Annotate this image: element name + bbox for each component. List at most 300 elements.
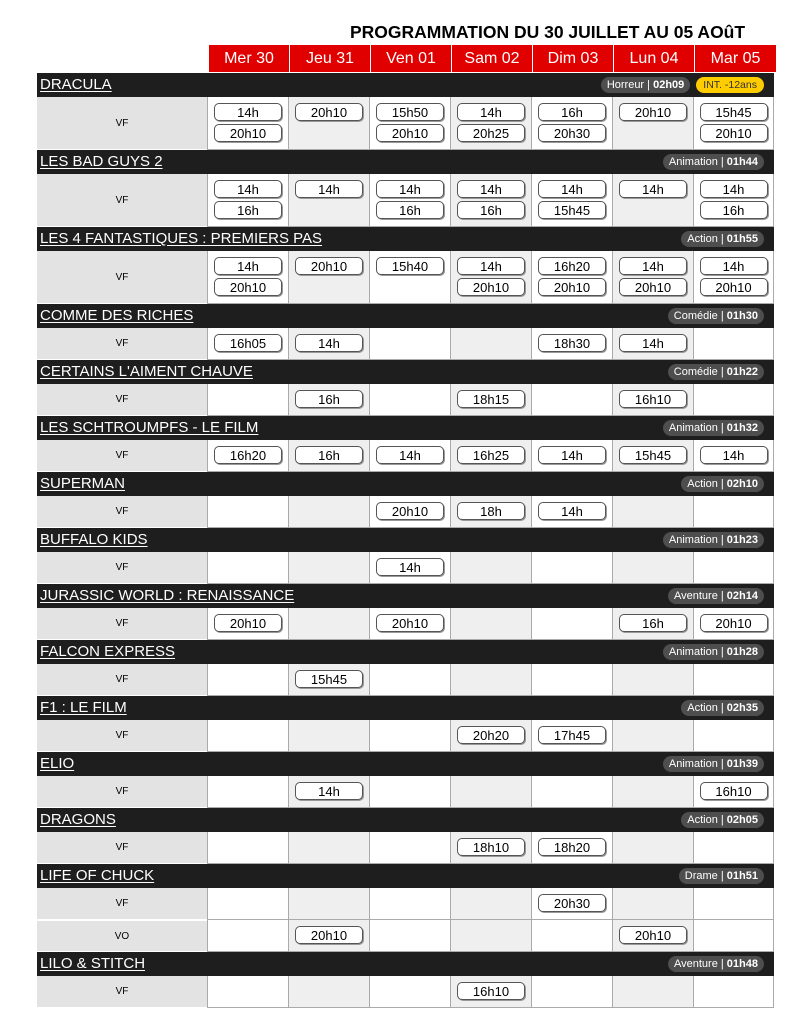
genre-label: Animation xyxy=(668,422,718,434)
showtime-cell xyxy=(207,384,288,416)
showtime-cell xyxy=(207,664,288,696)
showtime-button[interactable]: 20h30 xyxy=(538,124,606,142)
showtime-row xyxy=(37,328,774,360)
film-header xyxy=(37,808,774,832)
showtime-row xyxy=(37,174,774,227)
showtime-cell xyxy=(288,496,369,528)
film-info xyxy=(681,231,764,247)
showtime-cell xyxy=(369,832,450,864)
showtime-row xyxy=(37,720,774,752)
showtime-cell xyxy=(288,888,369,920)
showtime-cell xyxy=(531,832,612,864)
showtime-cell xyxy=(450,664,531,696)
showtime-cell xyxy=(450,608,531,640)
showtime-cell xyxy=(369,440,450,472)
film-header xyxy=(37,640,774,664)
duration-label: 01h28 xyxy=(726,646,758,658)
version-label: VF xyxy=(37,174,207,227)
showtime-cell xyxy=(450,328,531,360)
version-label: VF xyxy=(37,552,207,584)
showtime-button[interactable]: 20h10 xyxy=(700,614,768,632)
version-label: VF xyxy=(37,608,207,640)
showtime-cell xyxy=(531,97,612,150)
showtime-button[interactable]: 14h xyxy=(457,180,525,198)
day-header-cell: Dim 03 xyxy=(533,45,614,72)
showtime-cell xyxy=(531,976,612,1008)
showtime-cell xyxy=(693,552,774,584)
film-header xyxy=(37,304,774,328)
showtime-cell xyxy=(450,888,531,920)
version-label: VF xyxy=(37,888,207,920)
showtime-button[interactable]: 20h10 xyxy=(700,278,768,296)
film-header xyxy=(37,416,774,440)
showtime-cell xyxy=(369,920,450,952)
film-title-link[interactable]: FALCON EXPRESS xyxy=(40,643,176,660)
showtime-button[interactable]: 15h45 xyxy=(619,446,687,464)
showtime-cell xyxy=(288,920,369,952)
showtime-button[interactable]: 14h xyxy=(295,782,363,800)
showtime-cell xyxy=(693,920,774,952)
showtime-row xyxy=(37,608,774,640)
film-info xyxy=(663,756,764,772)
version-label: VF xyxy=(37,251,207,304)
showtime-cell xyxy=(288,776,369,808)
showtime-cell xyxy=(612,720,693,752)
showtime-cell xyxy=(612,552,693,584)
showtime-cell xyxy=(612,440,693,472)
film-header xyxy=(37,227,774,251)
day-header-cell: Sam 02 xyxy=(452,45,533,72)
showtime-cell xyxy=(369,888,450,920)
duration-label: 01h23 xyxy=(726,534,758,546)
showtime-row xyxy=(37,97,774,150)
genre-label: Comédie xyxy=(673,310,718,322)
film-info xyxy=(663,644,764,660)
showtime-cell xyxy=(207,174,288,227)
showtime-cell xyxy=(531,720,612,752)
showtime-button[interactable]: 14h xyxy=(457,103,525,121)
showtime-cell xyxy=(207,251,288,304)
showtime-cell xyxy=(531,440,612,472)
genre-label: Comédie xyxy=(673,366,718,378)
genre-badge: Action | 02h35 xyxy=(681,700,764,716)
showtime-cell xyxy=(288,552,369,584)
showtime-cell xyxy=(450,496,531,528)
film-header xyxy=(37,752,774,776)
genre-badge: Animation | 01h23 xyxy=(663,532,764,548)
film-header xyxy=(37,150,774,174)
showtime-button[interactable]: 16h25 xyxy=(457,446,525,464)
showtime-cell xyxy=(531,608,612,640)
showtime-button[interactable]: 20h10 xyxy=(619,103,687,121)
showtime-button[interactable]: 16h xyxy=(214,201,282,219)
showtime-cell xyxy=(369,384,450,416)
showtime-cell xyxy=(612,776,693,808)
showtime-cell xyxy=(288,832,369,864)
showtime-cell xyxy=(531,384,612,416)
showtime-cell xyxy=(531,888,612,920)
duration-label: 02h05 xyxy=(726,814,758,826)
showtime-button[interactable]: 20h10 xyxy=(295,926,363,944)
film-title-link[interactable]: DRAGONS xyxy=(40,811,116,828)
showtime-cell xyxy=(693,832,774,864)
showtime-row xyxy=(37,496,774,528)
showtime-cell xyxy=(288,97,369,150)
showtime-button[interactable]: 20h10 xyxy=(457,278,525,296)
showtime-button[interactable]: 14h xyxy=(538,180,606,198)
showtime-button[interactable]: 20h10 xyxy=(214,614,282,632)
showtime-cell xyxy=(693,174,774,227)
showtime-cell xyxy=(531,776,612,808)
showtime-cell xyxy=(207,328,288,360)
version-label: VF xyxy=(37,976,207,1008)
genre-badge: Action | 01h55 xyxy=(681,231,764,247)
version-label: VF xyxy=(37,832,207,864)
film-title-link[interactable]: LES BAD GUYS 2 xyxy=(40,153,163,170)
film-title-link[interactable]: JURASSIC WORLD : RENAISSANCE xyxy=(40,587,295,604)
showtime-cell xyxy=(612,664,693,696)
showtime-cell xyxy=(369,976,450,1008)
showtime-button[interactable]: 14h xyxy=(619,334,687,352)
film-title-link[interactable]: LILO & STITCH xyxy=(40,955,146,972)
showtime-row xyxy=(37,251,774,304)
showtime-button[interactable]: 16h10 xyxy=(619,390,687,408)
genre-badge: Horreur | 02h09 xyxy=(601,77,690,93)
showtime-button[interactable]: 14h xyxy=(700,180,768,198)
showtime-cell xyxy=(450,174,531,227)
showtime-button[interactable]: 16h10 xyxy=(700,782,768,800)
showtime-button[interactable]: 20h10 xyxy=(376,502,444,520)
showtime-cell xyxy=(207,920,288,952)
showtime-cell xyxy=(207,97,288,150)
showtime-button[interactable]: 14h xyxy=(376,558,444,576)
showtime-cell xyxy=(288,384,369,416)
duration-label: 02h10 xyxy=(726,478,758,490)
showtime-cell xyxy=(207,608,288,640)
showtime-cell xyxy=(450,720,531,752)
showtime-cell xyxy=(693,720,774,752)
version-label: VF xyxy=(37,720,207,752)
showtime-cell xyxy=(450,440,531,472)
film-header xyxy=(37,696,774,720)
showtime-button[interactable]: 14h xyxy=(700,446,768,464)
showtime-button[interactable]: 14h xyxy=(619,257,687,275)
showtime-button[interactable]: 14h xyxy=(214,180,282,198)
film-info xyxy=(681,700,764,716)
showtime-button[interactable]: 14h xyxy=(538,446,606,464)
showtime-row xyxy=(37,888,774,920)
showtime-button[interactable]: 20h10 xyxy=(376,124,444,142)
showtime-cell xyxy=(288,440,369,472)
film-title-link[interactable]: SUPERMAN xyxy=(40,475,126,492)
showtime-cell xyxy=(612,174,693,227)
age-rating-badge: INT. -12ans xyxy=(696,77,764,93)
showtime-button[interactable]: 20h10 xyxy=(295,257,363,275)
showtime-cell xyxy=(531,664,612,696)
showtime-button[interactable]: 14h xyxy=(376,446,444,464)
showtime-row xyxy=(37,552,774,584)
showtime-cell xyxy=(693,251,774,304)
showtime-cell xyxy=(450,776,531,808)
showtime-button[interactable]: 15h45 xyxy=(700,103,768,121)
genre-label: Aventure xyxy=(673,958,718,970)
showtime-button[interactable]: 16h xyxy=(700,201,768,219)
showtime-button[interactable]: 16h xyxy=(619,614,687,632)
showtime-cell xyxy=(693,440,774,472)
showtime-cell xyxy=(450,976,531,1008)
genre-badge: Animation | 01h32 xyxy=(663,420,764,436)
duration-label: 01h44 xyxy=(726,156,758,168)
showtime-cell xyxy=(612,97,693,150)
genre-badge: Comédie | 01h30 xyxy=(668,308,764,324)
showtime-button[interactable]: 15h40 xyxy=(376,257,444,275)
version-label: VF xyxy=(37,440,207,472)
genre-label: Animation xyxy=(668,758,718,770)
showtime-cell xyxy=(288,251,369,304)
showtime-button[interactable]: 16h20 xyxy=(538,257,606,275)
duration-label: 01h55 xyxy=(726,233,758,245)
showtime-button[interactable]: 16h xyxy=(376,201,444,219)
duration-label: 01h30 xyxy=(726,310,758,322)
showtime-cell xyxy=(369,496,450,528)
showtime-cell xyxy=(207,776,288,808)
showtime-cell xyxy=(693,776,774,808)
film-title-link[interactable]: ELIO xyxy=(40,755,75,772)
film-title-link[interactable]: F1 : LE FILM xyxy=(40,699,127,716)
showtime-button[interactable]: 20h10 xyxy=(376,614,444,632)
showtime-cell xyxy=(612,976,693,1008)
showtime-button[interactable]: 16h xyxy=(457,201,525,219)
version-label: VF xyxy=(37,664,207,696)
genre-label: Horreur xyxy=(606,79,645,91)
duration-label: 01h32 xyxy=(726,422,758,434)
showtime-cell xyxy=(450,552,531,584)
showtime-cell xyxy=(288,328,369,360)
showtime-button[interactable]: 20h20 xyxy=(457,726,525,744)
film-title-link[interactable]: LES SCHTROUMPFS - LE FILM xyxy=(40,419,259,436)
showtime-cell xyxy=(612,608,693,640)
genre-label: Animation xyxy=(668,646,718,658)
showtime-cell xyxy=(450,832,531,864)
genre-label: Animation xyxy=(668,534,718,546)
film-info xyxy=(663,420,764,436)
showtime-cell xyxy=(612,384,693,416)
showtime-row xyxy=(37,440,774,472)
film-title-link[interactable]: CERTAINS L'AIMENT CHAUVE xyxy=(40,363,253,380)
showtime-cell xyxy=(288,720,369,752)
showtime-cell xyxy=(531,496,612,528)
showtime-cell xyxy=(612,920,693,952)
showtime-cell xyxy=(693,608,774,640)
genre-badge: Animation | 01h39 xyxy=(663,756,764,772)
showtime-button[interactable]: 16h10 xyxy=(457,982,525,1000)
film-header xyxy=(37,360,774,384)
showtime-button[interactable]: 16h05 xyxy=(214,334,282,352)
showtime-button[interactable]: 16h20 xyxy=(214,446,282,464)
genre-label: Animation xyxy=(668,156,718,168)
showtime-cell xyxy=(612,251,693,304)
showtime-button[interactable]: 20h30 xyxy=(538,894,606,912)
showtime-cell xyxy=(207,976,288,1008)
showtime-cell xyxy=(693,976,774,1008)
showtime-cell xyxy=(369,174,450,227)
showtime-button[interactable]: 14h xyxy=(457,257,525,275)
film-info xyxy=(663,532,764,548)
showtime-cell xyxy=(693,97,774,150)
showtime-cell xyxy=(369,608,450,640)
film-info xyxy=(681,812,764,828)
showtime-cell xyxy=(531,251,612,304)
showtime-button[interactable]: 18h15 xyxy=(457,390,525,408)
showtime-button[interactable]: 20h10 xyxy=(214,124,282,142)
genre-badge: Comédie | 01h22 xyxy=(668,364,764,380)
film-title-link[interactable]: COMME DES RICHES xyxy=(40,307,194,324)
film-title-link[interactable]: LES 4 FANTASTIQUES : PREMIERS PAS xyxy=(40,230,323,247)
film-info xyxy=(668,308,764,324)
showtime-button[interactable]: 20h10 xyxy=(619,926,687,944)
film-info xyxy=(663,154,764,170)
film-info xyxy=(668,364,764,380)
day-header-cell: Lun 04 xyxy=(614,45,695,72)
film-header xyxy=(37,864,774,888)
genre-badge: Drame | 01h51 xyxy=(679,868,764,884)
showtime-cell xyxy=(207,888,288,920)
showtime-cell xyxy=(369,776,450,808)
genre-label: Action xyxy=(687,702,718,714)
duration-label: 02h35 xyxy=(726,702,758,714)
schedule-table xyxy=(37,73,774,1008)
showtime-button[interactable]: 15h45 xyxy=(538,201,606,219)
showtime-row xyxy=(37,384,774,416)
duration-label: 01h48 xyxy=(726,958,758,970)
showtime-cell xyxy=(450,97,531,150)
genre-badge: Aventure | 01h48 xyxy=(668,956,764,972)
genre-badge: Action | 02h10 xyxy=(681,476,764,492)
film-title-link[interactable]: DRACULA xyxy=(40,76,112,93)
showtime-cell xyxy=(612,888,693,920)
showtime-cell xyxy=(207,552,288,584)
film-header xyxy=(37,472,774,496)
day-header-cell: Jeu 31 xyxy=(290,45,371,72)
film-info xyxy=(601,77,764,93)
page-title: PROGRAMMATION DU 30 JUILLET AU 05 AOûT xyxy=(350,22,746,42)
showtime-cell xyxy=(288,664,369,696)
showtime-row xyxy=(37,976,774,1008)
genre-label: Action xyxy=(687,478,718,490)
showtime-button[interactable]: 18h30 xyxy=(538,334,606,352)
showtime-cell xyxy=(612,496,693,528)
film-title-link[interactable]: LIFE OF CHUCK xyxy=(40,867,155,884)
showtime-cell xyxy=(369,328,450,360)
showtime-button[interactable]: 14h xyxy=(295,334,363,352)
version-label: VO xyxy=(37,920,207,952)
showtime-button[interactable]: 17h45 xyxy=(538,726,606,744)
showtime-cell xyxy=(693,384,774,416)
showtime-button[interactable]: 20h10 xyxy=(538,278,606,296)
film-info xyxy=(679,868,764,884)
showtime-row xyxy=(37,832,774,864)
film-header xyxy=(37,73,774,97)
showtime-cell xyxy=(369,720,450,752)
version-label: VF xyxy=(37,384,207,416)
showtime-cell xyxy=(450,384,531,416)
showtime-button[interactable]: 20h10 xyxy=(700,124,768,142)
genre-badge: Animation | 01h44 xyxy=(663,154,764,170)
duration-label: 02h09 xyxy=(653,79,685,91)
showtime-button[interactable]: 14h xyxy=(619,180,687,198)
showtime-button[interactable]: 18h20 xyxy=(538,838,606,856)
showtime-cell xyxy=(450,251,531,304)
version-label: VF xyxy=(37,328,207,360)
version-label: VF xyxy=(37,97,207,150)
film-header xyxy=(37,952,774,976)
genre-label: Action xyxy=(687,233,718,245)
showtime-cell xyxy=(531,174,612,227)
showtime-cell xyxy=(450,920,531,952)
showtime-row xyxy=(37,776,774,808)
duration-label: 01h39 xyxy=(726,758,758,770)
showtime-cell xyxy=(693,328,774,360)
showtime-cell xyxy=(693,664,774,696)
showtime-button[interactable]: 14h xyxy=(214,257,282,275)
film-info xyxy=(668,588,764,604)
film-title-link[interactable]: BUFFALO KIDS xyxy=(40,531,148,548)
showtime-button[interactable]: 14h xyxy=(700,257,768,275)
genre-label: Action xyxy=(687,814,718,826)
showtime-cell xyxy=(612,832,693,864)
showtime-cell xyxy=(207,832,288,864)
showtime-button[interactable]: 18h xyxy=(457,502,525,520)
showtime-button[interactable]: 20h10 xyxy=(619,278,687,296)
showtime-row xyxy=(37,920,774,952)
showtime-cell xyxy=(693,888,774,920)
showtime-button[interactable]: 16h xyxy=(538,103,606,121)
showtime-cell xyxy=(369,97,450,150)
genre-badge: Animation | 01h28 xyxy=(663,644,764,660)
film-header xyxy=(37,584,774,608)
showtime-cell xyxy=(369,251,450,304)
showtime-button[interactable]: 15h50 xyxy=(376,103,444,121)
showtime-button[interactable]: 20h10 xyxy=(295,103,363,121)
showtime-button[interactable]: 15h45 xyxy=(295,670,363,688)
showtime-button[interactable]: 16h xyxy=(295,446,363,464)
showtime-button[interactable]: 14h xyxy=(376,180,444,198)
duration-label: 02h14 xyxy=(726,590,758,602)
showtime-cell xyxy=(288,174,369,227)
version-label: VF xyxy=(37,496,207,528)
showtime-button[interactable]: 14h xyxy=(295,180,363,198)
film-header xyxy=(37,528,774,552)
showtime-button[interactable]: 20h10 xyxy=(214,278,282,296)
showtime-cell xyxy=(531,920,612,952)
day-header-cell: Ven 01 xyxy=(371,45,452,72)
showtime-button[interactable]: 16h xyxy=(295,390,363,408)
genre-badge: Action | 02h05 xyxy=(681,812,764,828)
showtime-button[interactable]: 20h25 xyxy=(457,124,525,142)
showtime-cell xyxy=(612,328,693,360)
showtime-cell xyxy=(531,552,612,584)
showtime-cell xyxy=(207,440,288,472)
showtime-cell xyxy=(369,552,450,584)
day-header xyxy=(209,45,776,72)
showtime-button[interactable]: 18h10 xyxy=(457,838,525,856)
genre-label: Aventure xyxy=(673,590,718,602)
showtime-button[interactable]: 14h xyxy=(538,502,606,520)
day-header-cell: Mer 30 xyxy=(209,45,290,72)
genre-badge: Aventure | 02h14 xyxy=(668,588,764,604)
showtime-cell xyxy=(207,720,288,752)
showtime-button[interactable]: 14h xyxy=(214,103,282,121)
